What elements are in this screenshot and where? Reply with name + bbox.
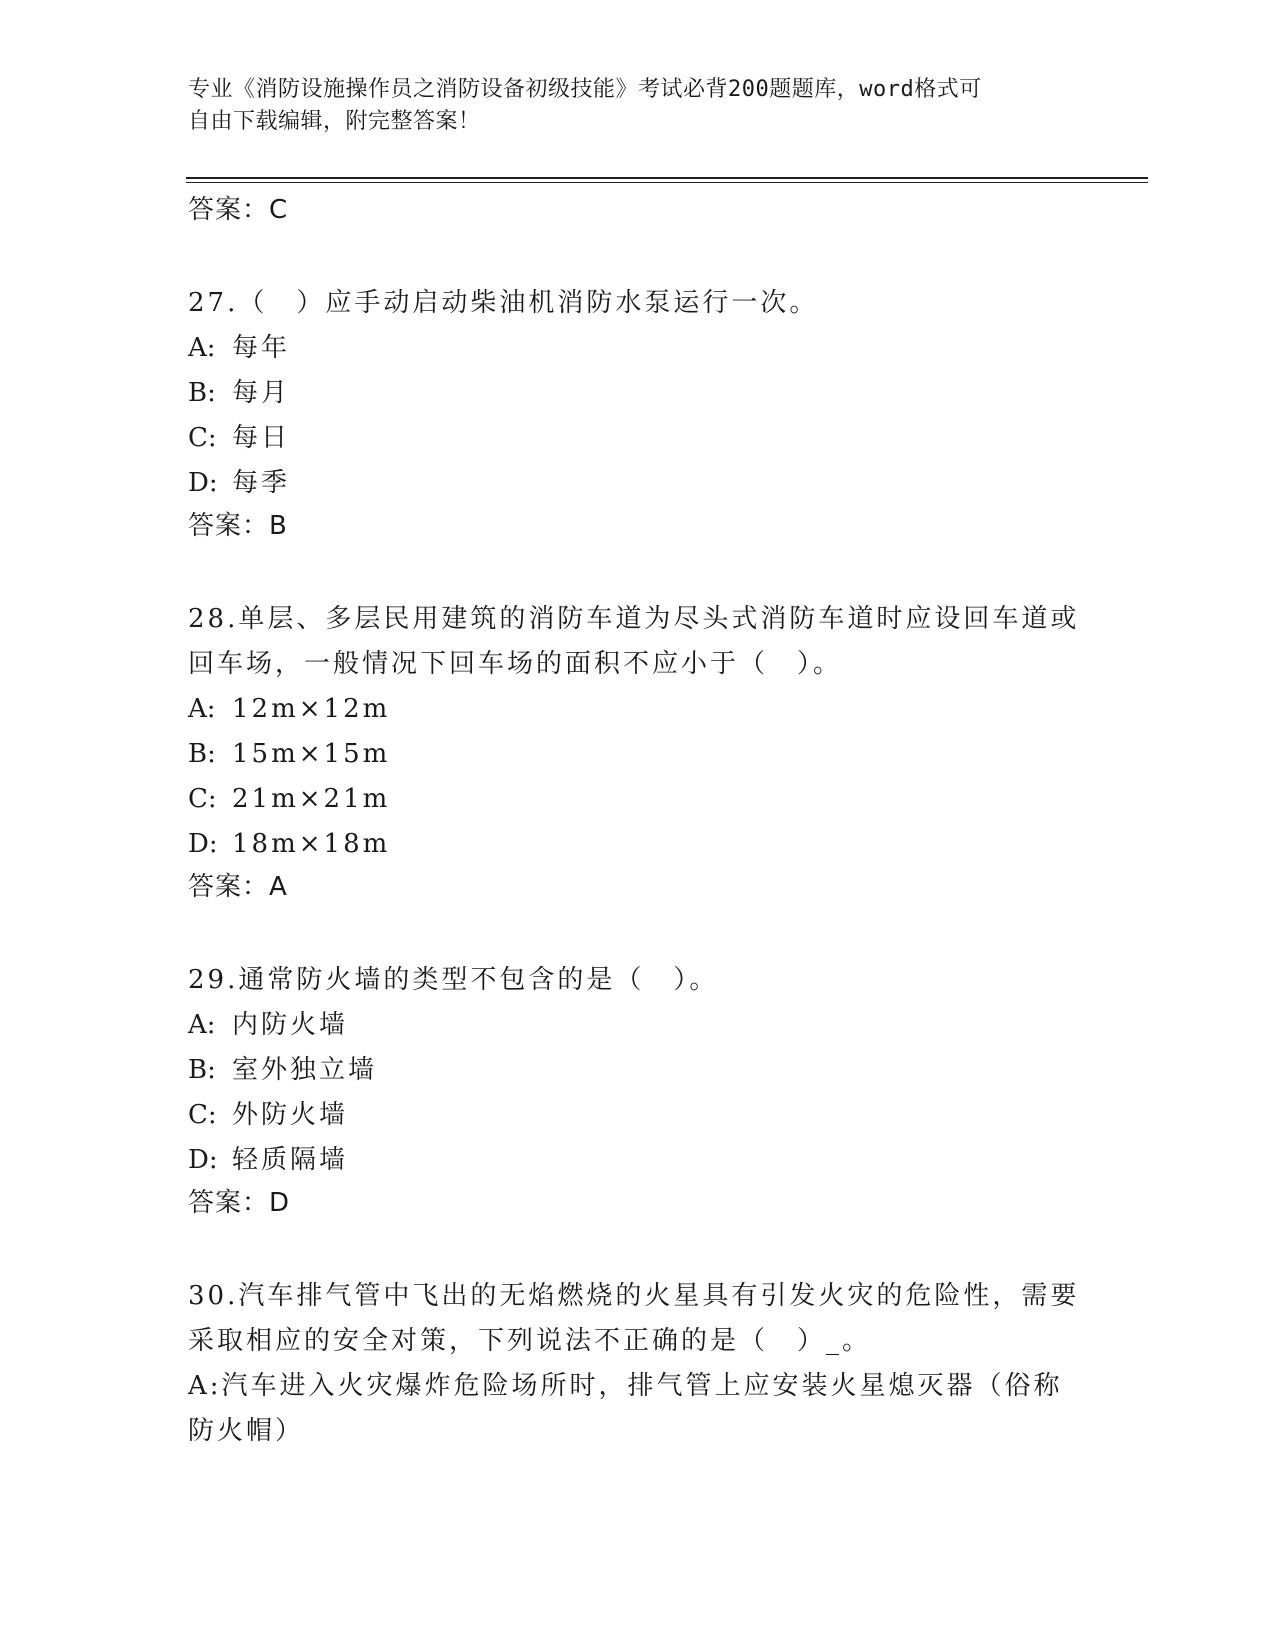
question-27-answer: 答案：B (188, 511, 288, 541)
header-line-1: 专业《消防设施操作员之消防设备初级技能》考试必背200题题库，word格式可 (188, 77, 982, 102)
question-27-stem (188, 281, 1088, 326)
header-line-2: 自由下载编辑，附完整答案！ (188, 109, 481, 134)
option-label: C: (188, 1100, 217, 1130)
option-label: C: (188, 784, 217, 814)
spacer (188, 1229, 1088, 1274)
option-text: 每日 (232, 423, 291, 453)
option-label: B: (188, 378, 216, 408)
question-stem-line: 采取相应的安全对策，下列说法不正确的是（ ）_。 (188, 1326, 872, 1356)
question-29-option-c (188, 1093, 1088, 1138)
option-text: 内防火墙 (232, 1010, 349, 1040)
question-28-option-d (188, 822, 1088, 867)
option-label: A: (188, 333, 216, 363)
option-text: 15m×15m (232, 739, 391, 769)
header-divider-thin (186, 182, 1148, 183)
question-28-option-b (188, 732, 1088, 777)
question-27-option-b (188, 371, 1088, 416)
question-28-answer: 答案：A (188, 872, 288, 902)
question-stem-line: 30.汽车排气管中飞出的无焰燃烧的火星具有引发火灾的危险性，需要 (188, 1281, 1080, 1311)
option-label: C: (188, 423, 217, 453)
question-stem-line: 29.通常防火墙的类型不包含的是（ ）。 (188, 965, 719, 995)
question-28-option-a (188, 687, 1088, 732)
option-text: 外防火墙 (232, 1100, 349, 1130)
option-text: 每月 (232, 378, 291, 408)
spacer (188, 913, 1088, 958)
option-text: 轻质隔墙 (232, 1145, 349, 1175)
question-29-option-a (188, 1003, 1088, 1048)
option-text: 每年 (232, 333, 291, 363)
question-27-option-d (188, 461, 1088, 506)
option-label: A: (188, 1010, 216, 1040)
question-list (188, 190, 1088, 1454)
question-29-stem (188, 958, 1088, 1003)
document-header (188, 74, 1068, 138)
option-text-line: A:汽车进入火灾爆炸危险场所时，排气管上应安装火星熄灭器（俗称 (188, 1371, 1063, 1401)
question-28-stem (188, 597, 1088, 687)
spacer (188, 236, 1088, 281)
option-text: 每季 (232, 468, 291, 498)
option-text: 21m×21m (232, 784, 391, 814)
question-29-option-d (188, 1138, 1088, 1183)
question-30-stem (188, 1274, 1088, 1364)
question-29-answer: 答案：D (188, 1188, 291, 1218)
option-text: 18m×18m (232, 829, 391, 859)
option-label: B: (188, 1055, 216, 1085)
spacer (188, 552, 1088, 597)
question-27-option-c (188, 416, 1088, 461)
header-divider-thick (186, 177, 1148, 179)
option-text: 12m×12m (232, 694, 391, 724)
question-30-option-a (188, 1364, 1088, 1454)
option-text: 室外独立墙 (232, 1055, 378, 1085)
question-28-option-c (188, 777, 1088, 822)
option-label: A: (188, 694, 216, 724)
question-29-option-b (188, 1048, 1088, 1093)
option-label: B: (188, 739, 216, 769)
previous-answer: 答案：C (188, 195, 289, 225)
option-label: D: (188, 468, 218, 498)
question-stem-line: 回车场，一般情况下回车场的面积不应小于（ ）。 (188, 649, 843, 679)
question-27-option-a (188, 326, 1088, 371)
option-text-line: 防火帽） (188, 1416, 305, 1446)
option-label: D: (188, 829, 218, 859)
option-label: D: (188, 1145, 218, 1175)
question-stem-line: 28.单层、多层民用建筑的消防车道为尽头式消防车道时应设回车道或 (188, 604, 1080, 634)
question-stem-line: 27.（ ）应手动启动柴油机消防水泵运行一次。 (188, 288, 819, 318)
